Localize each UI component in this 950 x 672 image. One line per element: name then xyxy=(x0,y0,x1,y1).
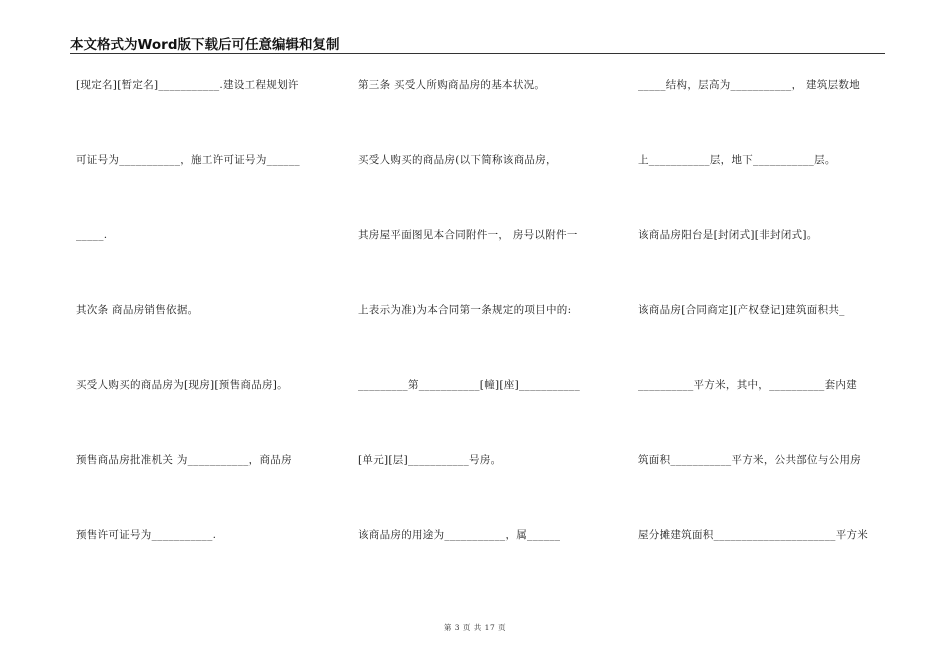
text-line: [现定名][暂定名]___________.建设工程规划许 xyxy=(76,79,299,91)
text-line: _________第___________[幢][座]___________ xyxy=(358,379,581,391)
text-line: _____结构，层高为___________， 建筑层数地 xyxy=(638,79,861,91)
text-line: __________平方米，其中，__________套内建 xyxy=(638,379,857,391)
text-line: 买受人购买的商品房为[现房][预售商品房]。 xyxy=(76,379,288,391)
text-line: 该商品房[合同商定][产权登记]建筑面积共_ xyxy=(638,304,845,316)
text-line: 预售商品房批准机关 为___________，商品房 xyxy=(76,454,292,466)
text-line: 第三条 买受人所购商品房的基本状况。 xyxy=(358,79,546,91)
text-line: 其次条 商品房销售依据。 xyxy=(76,304,199,316)
text-line: 预售许可证号为___________. xyxy=(76,529,217,541)
text-line: _____. xyxy=(76,229,108,241)
text-line: 上表示为准)为本合同第一条规定的项目中的: xyxy=(358,304,572,316)
document-header-title: 本文格式为Word版下载后可任意编辑和复制 xyxy=(70,37,340,53)
text-line: 该商品房的用途为___________，属______ xyxy=(358,529,561,541)
text-line: 上___________层，地下___________层。 xyxy=(638,154,836,166)
text-line: [单元][层]___________号房。 xyxy=(358,454,502,466)
text-line: 屋分摊建筑面积______________________平方米 xyxy=(638,529,869,541)
text-line: 其房屋平面图见本合同附件一， 房号以附件一 xyxy=(358,229,578,241)
text-column-2 xyxy=(358,0,608,672)
text-line: 该商品房阳台是[封闭式][非封闭式]。 xyxy=(638,229,818,241)
text-column-3 xyxy=(638,0,888,672)
text-line: 可证号为___________，施工许可证号为______ xyxy=(76,154,300,166)
text-line: 筑面积___________平方米，公共部位与公用房 xyxy=(638,454,862,466)
text-column-1 xyxy=(76,0,326,672)
page-number-footer: 第 3 页 共 17 页 xyxy=(443,623,507,632)
text-line: 买受人购买的商品房(以下简称该商品房， xyxy=(358,154,557,166)
